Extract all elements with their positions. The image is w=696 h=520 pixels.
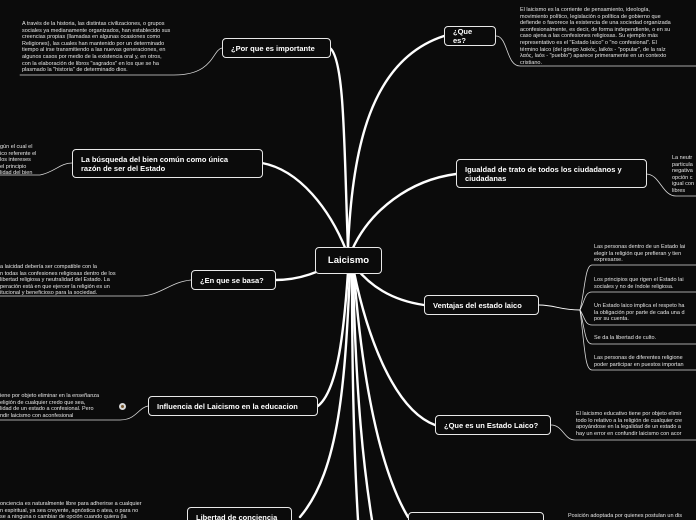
link-busqueda-bien-comun bbox=[262, 163, 346, 250]
topic-label: Igualdad de trato de todos los ciudadanos y ciudadanas bbox=[465, 164, 622, 183]
topic-igualdad-trato[interactable] bbox=[456, 159, 647, 188]
note-libertad-conciencia: onciencia es naturalmente libre para adherirse a cualquier n espiritual, ya sea creyente, agnóstica o atea, o para no se a ninguna o cambiar de opción cuando quiera (la bbox=[0, 501, 142, 520]
link-que-es-estado-laico bbox=[354, 272, 435, 425]
note-que-es: El laicismo es la corriente de pensamiento, ideología, movimiento político, legislación o política de gobierno que defiende o favorece la existencia de una sociedad organizada aconfesionalmente, es decir, de forma independiente, o en su caso ajena a las confesiones religiosas. Su ejemplo más representativo es el "Estado laico" o "no confesional". El término laico (del griego λαϊκός, laikós - "popular", de la raíz λαός, laós - "pueblo") aparece primeramente en un contexto cristiano. bbox=[520, 7, 671, 66]
note-por-que-importante: A través de la historia, las distintas civilizaciones, o grupos sociales ya medianamente organizados, han establecido sus creencias propias (llamadas en algunas ocasiones como Religiones), las cuales han mantenido por un determinado tiempo al irse transmitiendo a las nuevas generaciones, en algunos casos por medio de la existencia oral y, en otros, con la elaboración de libros "sagrados" en los que se ha plasmado la "historia" de determinado dios. bbox=[22, 21, 171, 74]
note-que-es-estado-laico: El laicismo educativo tiene por objeto elimir todo lo relativo a la religión de cualquier cre apoyándose en la legalidad de un estado a hay un error en confundir laicismo con acor bbox=[576, 411, 683, 437]
topic-label: ¿Que es? bbox=[453, 27, 473, 45]
note-busqueda-bien-comun: gún el cual el ico referente el los intereses el principio lidad del bien bbox=[0, 144, 37, 177]
note-en-que-se-basa: a laicidad debería ser compatible con la n todas las confesiones religiosas dentro de los libertad religiosa y neutralidad del Estado. La peración está en que ejercer la religión es un itucional y beneficioso para la sociedad. bbox=[0, 264, 116, 297]
link-libertad-conciencia bbox=[300, 272, 350, 517]
link-por-que-importante bbox=[330, 48, 348, 248]
topic-label: ¿Que es un Estado Laico? bbox=[444, 420, 539, 430]
topic-ultimo[interactable] bbox=[408, 512, 544, 520]
topic-label: ¿Por que es importante bbox=[231, 43, 315, 53]
topic-ventajas[interactable] bbox=[424, 295, 539, 315]
topic-influencia-educacion[interactable] bbox=[148, 396, 318, 416]
topic-en-que-se-basa[interactable] bbox=[191, 270, 276, 290]
link-que-es bbox=[348, 36, 444, 248]
topic-label: ¿En que se basa? bbox=[200, 275, 264, 285]
topic-label: La búsqueda del bien común como única razón de ser del Estado bbox=[81, 154, 229, 173]
topic-label: Ventajas del estado laico bbox=[433, 300, 522, 310]
note-ultimo: Posición adoptada por quienes postulan un dis bbox=[568, 513, 683, 519]
central-topic[interactable] bbox=[315, 247, 382, 274]
ventajas-item: Las personas de diferentes religione poder participar en puestos importan bbox=[594, 355, 684, 368]
topic-que-es[interactable] bbox=[444, 26, 496, 46]
topic-por-que-importante[interactable] bbox=[222, 38, 331, 58]
topic-label: Libertad de conciencia bbox=[196, 512, 278, 520]
ventajas-item: Se da la libertad de culto. bbox=[594, 335, 657, 341]
note-influencia-educacion: iene por objeto eliminar en la enseñanza eligión de cualquier credo que sea, lidad de un estado a confesional. Pero ndir laicismo con aconfesional bbox=[0, 393, 100, 419]
note-igualdad-trato: La neutr particula negativa opción c igual con libres bbox=[672, 155, 695, 194]
topic-busqueda-bien-comun[interactable] bbox=[72, 149, 263, 178]
link-igualdad-trato bbox=[352, 174, 456, 250]
topic-libertad-conciencia[interactable] bbox=[187, 507, 292, 520]
attachment-icon[interactable] bbox=[119, 403, 126, 410]
ventajas-item: Las personas dentro de un Estado lai elegir la religión que prefieran y tien expresarse. bbox=[594, 244, 686, 264]
topic-label: Influencia del Laicismo en la educacion bbox=[157, 401, 298, 411]
ventajas-item: Un Estado laico implica el respeto ha la obligación por parte de cada una d por su cuenta. bbox=[594, 303, 685, 323]
central-topic-label: Laicismo bbox=[327, 255, 370, 266]
ventajas-item: Los principios que rigen el Estado lai sociales y no de índole religiosa. bbox=[594, 277, 684, 290]
topic-que-es-estado-laico[interactable] bbox=[435, 415, 551, 435]
